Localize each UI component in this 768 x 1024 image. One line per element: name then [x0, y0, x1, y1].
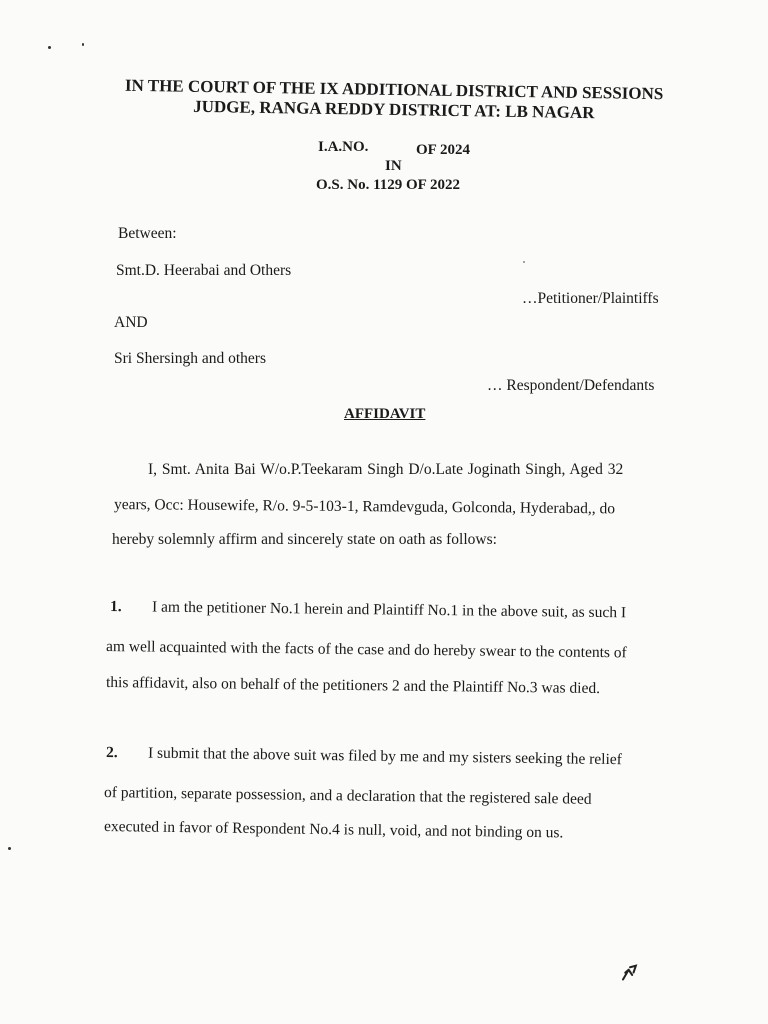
respondent-role: … Respondent/Defendants: [487, 377, 655, 394]
in-label: IN: [385, 158, 402, 174]
signature-initials-icon: [617, 960, 645, 984]
paragraph-1-line2: am well acquainted with the facts of the case and do hereby swear to the contents of: [105, 638, 627, 662]
court-heading-line1: IN THE COURT OF THE IX ADDITIONAL DISTRICT AND SESSIONS: [124, 75, 664, 104]
petitioner-name: Smt.D. Heerabai and Others: [116, 262, 292, 279]
scan-speck: [523, 261, 525, 263]
scan-speck: [48, 46, 51, 49]
paragraph-2-number: 2.: [105, 744, 118, 762]
paragraph-1-line1: [110, 598, 626, 622]
paragraph-2-text-line1: I submit that the above suit was filed by me and my sisters seeking the relief: [147, 744, 623, 769]
ia-label: I.A.NO.: [318, 139, 369, 155]
paragraph-1-line3: this affidavit, also on behalf of the petitioners 2 and the Plaintiff No.3 was died.: [105, 674, 601, 698]
paragraph-1-number: 1.: [109, 598, 122, 616]
between-label: Between:: [118, 225, 177, 242]
ia-year: OF 2024: [416, 142, 471, 158]
respondent-name: Sri Shersingh and others: [114, 350, 266, 367]
scan-speck: [82, 43, 84, 46]
affidavit-heading: AFFIDAVIT: [344, 406, 426, 422]
intro-line3: hereby solemnly affirm and sincerely state on oath as follows:: [112, 531, 497, 548]
intro-line2: years, Occ: Housewife, R/o. 9-5-103-1, Ramdevguda, Golconda, Hyderabad,, do: [113, 496, 616, 518]
paragraph-1-text-line1: I am the petitioner No.1 herein and Plaintiff No.1 in the above suit, as such I: [151, 598, 627, 622]
scan-speck: [8, 847, 11, 850]
petitioner-role: …Petitioner/Plaintiffs: [522, 290, 659, 307]
paragraph-2-line3: executed in favor of Respondent No.4 is null, void, and not binding on us.: [103, 818, 564, 842]
intro-line1: I, Smt. Anita Bai W/o.P.Teekaram Singh D/o.Late Joginath Singh, Aged 32: [148, 461, 624, 478]
court-heading: [60, 75, 729, 125]
paragraph-2-line1: [106, 744, 622, 769]
signature-initials-mark: [617, 959, 647, 989]
and-label: AND: [114, 314, 148, 331]
paragraph-2-line2: of partition, separate possession, and a declaration that the registered sale deed: [103, 784, 592, 808]
court-heading-line2: JUDGE, RANGA REDDY DISTRICT AT: LB NAGAR: [193, 96, 595, 123]
os-number: O.S. No. 1129 OF 2022: [316, 177, 461, 193]
